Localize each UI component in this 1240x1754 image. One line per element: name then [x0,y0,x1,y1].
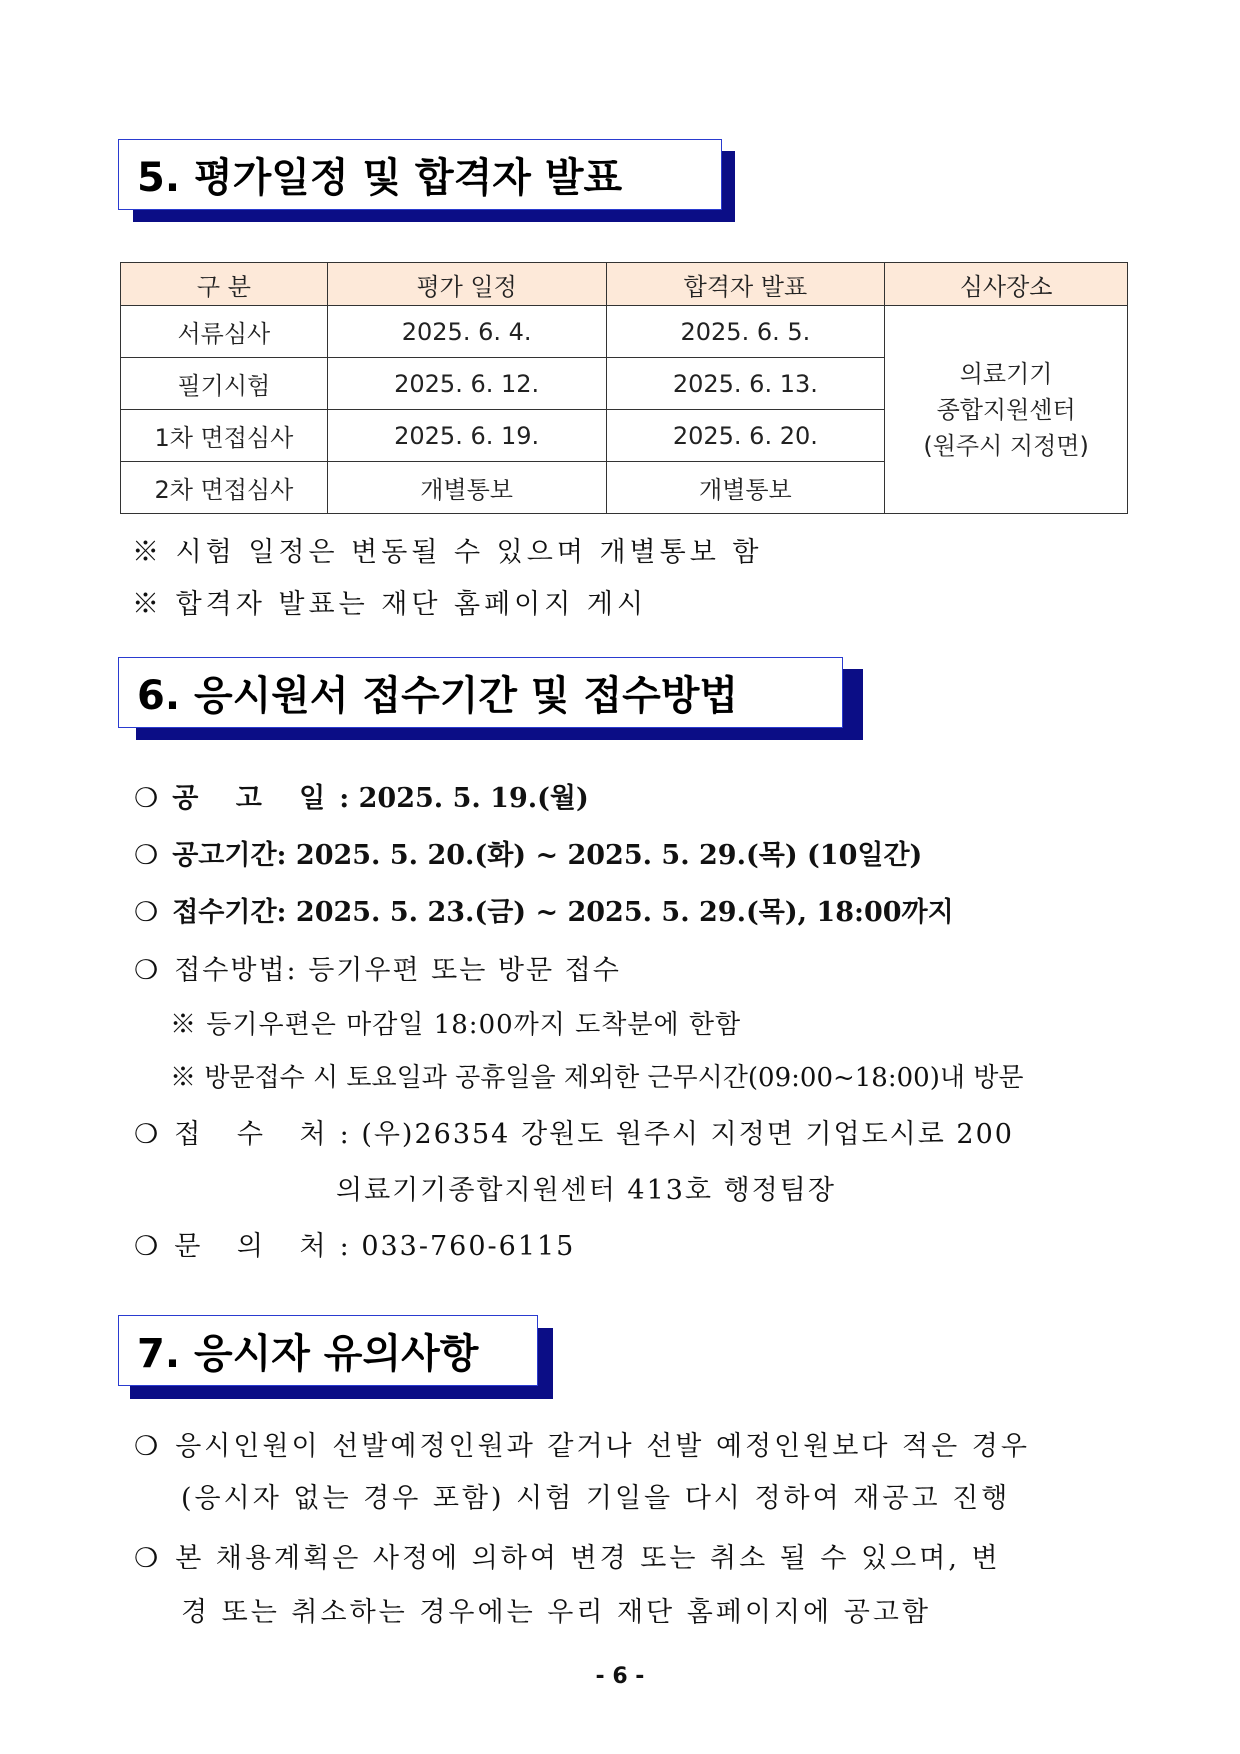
schedule-table [120,262,1128,514]
place-line: (원주시 지정면) [923,431,1089,460]
item-value: : 2025. 5. 20.(화) ~ 2025. 5. 29.(목) (10일간) [276,840,923,871]
notice-item [134,1536,1001,1575]
section-6-title: 6. 응시원서 접수기간 및 접수방법 [118,657,843,728]
table-header-row [121,263,1128,306]
row-announcement: 2025. 6. 13. [606,358,885,410]
notice-item-continued: 경 또는 취소하는 경우에는 우리 재단 홈페이지에 공고함 [181,1597,931,1628]
page-number: - 6 - [595,1664,645,1689]
item-value: : 2025. 5. 19.(월) [339,783,589,814]
announce-period-item [134,833,922,872]
row-schedule: 2025. 6. 19. [327,410,606,462]
section-7-title: 7. 응시자 유의사항 [118,1315,538,1386]
bullet-icon: ❍ [134,1431,162,1462]
header-category: 구 분 [121,263,328,306]
place-line: 종합지원센터 [936,395,1076,424]
row-category: 필기시험 [121,358,328,410]
bullet-icon: ❍ [134,897,159,928]
notice-text: 본 채용계획은 사정에 의하여 변경 또는 취소 될 수 있으며, 변 [175,1543,1001,1574]
row-category: 서류심사 [121,306,328,358]
application-period-item [134,890,954,929]
item-label: 문 의 처 [174,1231,340,1262]
method-note: ※ 방문접수 시 토요일과 공휴일을 제외한 근무시간(09:00~18:00)내 방문 [170,1063,1024,1093]
place-line: 의료기기 [959,359,1053,388]
receipt-item [134,1112,1014,1151]
item-label: 접 수 처 [174,1119,340,1150]
bullet-icon: ❍ [134,1119,161,1150]
bullet-icon: ❍ [134,840,159,871]
header-schedule: 평가 일정 [327,263,606,306]
item-value: : 등기우편 또는 방문 접수 [286,955,621,986]
row-announcement: 개별통보 [606,462,885,514]
item-value: : 2025. 5. 23.(금) ~ 2025. 5. 29.(목), 18:00까지 [276,897,954,928]
schedule-note: ※ 합격자 발표는 재단 홈페이지 게시 [132,589,648,620]
bullet-icon: ❍ [134,1543,162,1574]
header-place: 심사장소 [885,263,1128,306]
item-label: 공고기간 [172,840,277,871]
bullet-icon: ❍ [134,955,161,986]
item-label: 공 고 일 [172,783,340,814]
row-schedule: 개별통보 [327,462,606,514]
row-schedule: 2025. 6. 4. [327,306,606,358]
application-method-item [134,948,621,987]
receipt-address-line2: 의료기기종합지원센터 413호 행정팀장 [336,1175,836,1206]
item-value: : (우)26354 강원도 원주시 지정면 기업도시로 200 [339,1119,1014,1150]
bullet-icon: ❍ [134,783,159,814]
row-announcement: 2025. 6. 20. [606,410,885,462]
method-note: ※ 등기우편은 마감일 18:00까지 도착분에 한함 [170,1010,742,1040]
section-5-title: 5. 평가일정 및 합격자 발표 [118,139,722,210]
row-category: 2차 면접심사 [121,462,328,514]
row-schedule: 2025. 6. 12. [327,358,606,410]
notice-text: 응시인원이 선발예정인원과 같거나 선발 예정인원보다 적은 경우 [175,1431,1030,1462]
notice-item-continued: (응시자 없는 경우 포함) 시험 기일을 다시 정하여 재공고 진행 [181,1483,1011,1514]
row-category: 1차 면접심사 [121,410,328,462]
item-value: : 033-760-6115 [339,1231,576,1262]
announce-date-item [134,776,589,815]
row-announcement: 2025. 6. 5. [606,306,885,358]
table-row [121,306,1128,358]
item-label: 접수방법 [174,955,287,986]
notice-item [134,1424,1030,1463]
contact-item [134,1224,575,1263]
place-cell [885,306,1128,514]
header-announcement: 합격자 발표 [606,263,885,306]
item-label: 접수기간 [172,897,277,928]
bullet-icon: ❍ [134,1231,161,1262]
schedule-note: ※ 시험 일정은 변동될 수 있으며 개별통보 함 [132,537,763,568]
